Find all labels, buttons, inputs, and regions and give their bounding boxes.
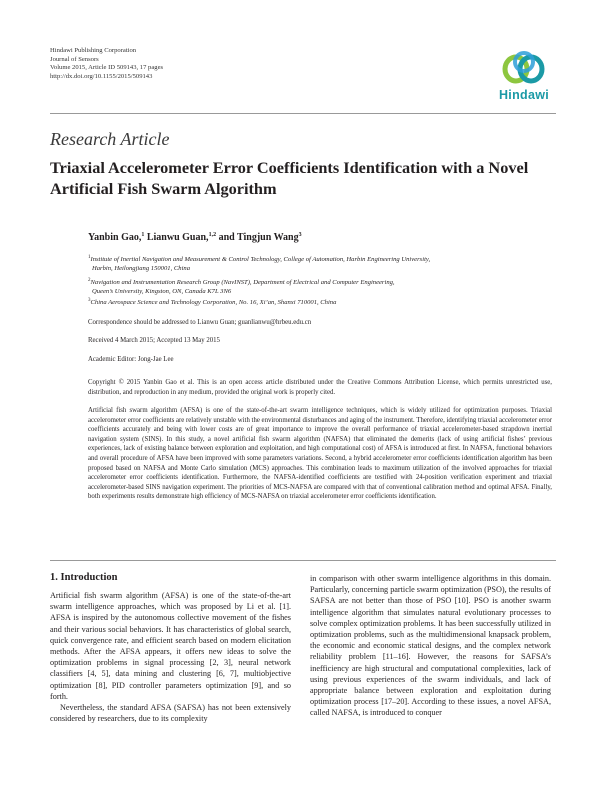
body-paragraph: Artificial fish swarm algorithm (AFSA) is one of the state-of-the-art swarm intelligence approaches, which was proposed by Li et al. [1]. AFSA is inspired by the autonomous collective movement of the fishes and their various social behaviors. It has characteristics of global search, quick convergence rate, and efficient search based on modern elicitation methods. After the AFSA appears, it offers new ideas to solve the optimization problems in signal processing [2, 3], neural network classifiers [4, 5], data mining and clustering [6, 7], multiobjective optimization [8], PID controller parameters optimization [9], and so forth. [50,591,291,701]
author-name: Lianwu Guan, [146,232,209,243]
body-column-right [310,573,551,719]
author-name: Yanbin Gao, [88,232,142,243]
affiliation-sup: 2 [88,278,91,283]
affiliation-line: Navigation and Instrumentation Research Group (NavINST), Department of Electrical and Computer Engineering, [90,279,395,286]
affiliation [88,276,552,297]
body-column-left [50,590,291,724]
academic-editor: Academic Editor: Jong-Jae Lee [88,356,174,363]
affiliation-line: Institute of Inertial Navigation and Measurement & Control Technology, College of Automation, Harbin Engineering University, [90,256,431,263]
author-sup: 3 [298,232,302,238]
author-name: and Tingjun Wang [218,232,299,243]
affiliation-line: Queen’s University, Kingston, ON, Canada K7L 3N6 [92,288,232,296]
affiliation-sup: 1 [88,255,91,260]
affiliation-sup: 3 [88,298,91,303]
copyright-notice: Copyright © 2015 Yanbin Gao et al. This is an open access article distributed under the Creative Commons Attribution License, which permits unrestricted use, distribution, and reproduction in any medium, provided the original work is properly cited. [88,379,552,396]
abstract-divider [50,560,556,561]
author-list [88,232,302,243]
body-paragraph: in comparison with other swarm intelligence algorithms in this domain. Particularly, concerning particle swarm optimization (PSO), the results of SAFSA are not better than those of PSO [10]. PSO is another swarm intelligence algorithm that simulates natural evolutionary processes to solve complex optimization problems. It has been successfully utilized in optimization problems, such as the multidimensional knapsack problem, the economic and economic statical designs, and the complex network reliability problem [11–16]. However, the reasons for SAFSA’s inefficiency are high structural and computational complexities, lack of using previous experiences of the swarm individuals, and lack of appropriate balance between exploration and exploitation during optimization process [17–20]. According to these issues, a novel AFSA, called NAFSA, is introduced to conquer [310,574,551,718]
abstract: Artificial fish swarm algorithm (AFSA) is one of the state-of-the-art swarm intelligence techniques, which is widely utilized for optimization purposes. Triaxial accelerometer error coefficients are relatively unstable with the environmental disturbances and aging of the instrument. Therefore, identifying triaxial accelerometer error coefficients accurately and being with lower costs are of great importance to improve the overall performance of triaxial accelerometer-based strapdown inertial navigation system (SINS). In this study, a novel artificial fish swarm algorithm (NAFSA) that eliminated the demerits (lack of using artificial fishes’ previous experiences, lack of existing balance between exploration and exploitation, and high computational cost) of AFSA is introduced at first. In NAFSA, functional behaviors and overall procedure of AFSA have been improved with some parameters variations. Second, a hybrid accelerometer error coefficients identification algorithm has been proposed based on NAFSA and Monte Carlo simulation (MCS) approaches. This combination leads to maximum utilization of the involved approaches for triaxial accelerometer error coefficients identification. Furthermore, the NAFSA-identified coefficients are testified with 24-position verification experiment and triaxial accelerometer-based SINS navigation experiment. The priorities of MCS-NAFSA are compared with that of conventional calibration method and optimal AFSA. Finally, both experiments results demonstrate high efficiency of MCS-NAFSA on triaxial accelerometer error coefficients identification. [88,407,552,501]
journal-header [50,47,163,81]
hindawi-logo [494,48,554,102]
section-heading: 1. Introduction [50,572,118,583]
correspondence: Correspondence should be addressed to Lianwu Guan; guanlianwu@hrbeu.edu.cn [88,319,312,326]
header-divider [50,113,556,114]
author-sup: 1,2 [208,232,217,238]
journal-name: Journal of Sensors [50,55,99,63]
author-sup: 1 [141,232,145,238]
body-paragraph: Nevertheless, the standard AFSA (SAFSA) has not been extensively considered by researchers, due to its complexity [50,703,291,724]
affiliation [88,296,552,307]
affiliation [88,253,552,274]
affiliation-line: China Aerospace Science and Technology Corporation, No. 16, Xi’an, Shanxi 710001, China [90,299,337,306]
publisher-line: Hindawi Publishing Corporation [50,47,137,54]
volume-line: Volume 2015, Article ID 509143, 17 pages [50,64,164,72]
hindawi-logo-text: Hindawi [498,88,550,102]
paper-title: Triaxial Accelerometer Error Coefficients Identification with a Novel Artificial Fish Swarm Algorithm [50,158,529,198]
article-type: Research Article [50,129,170,149]
hindawi-rings-icon [500,48,548,88]
affiliation-line: Harbin, Heilongjiang 150001, China [92,265,190,273]
received-dates: Received 4 March 2015; Accepted 13 May 2015 [88,337,220,344]
doi-link[interactable]: http://dx.doi.org/10.1155/2015/509143 [50,72,153,80]
